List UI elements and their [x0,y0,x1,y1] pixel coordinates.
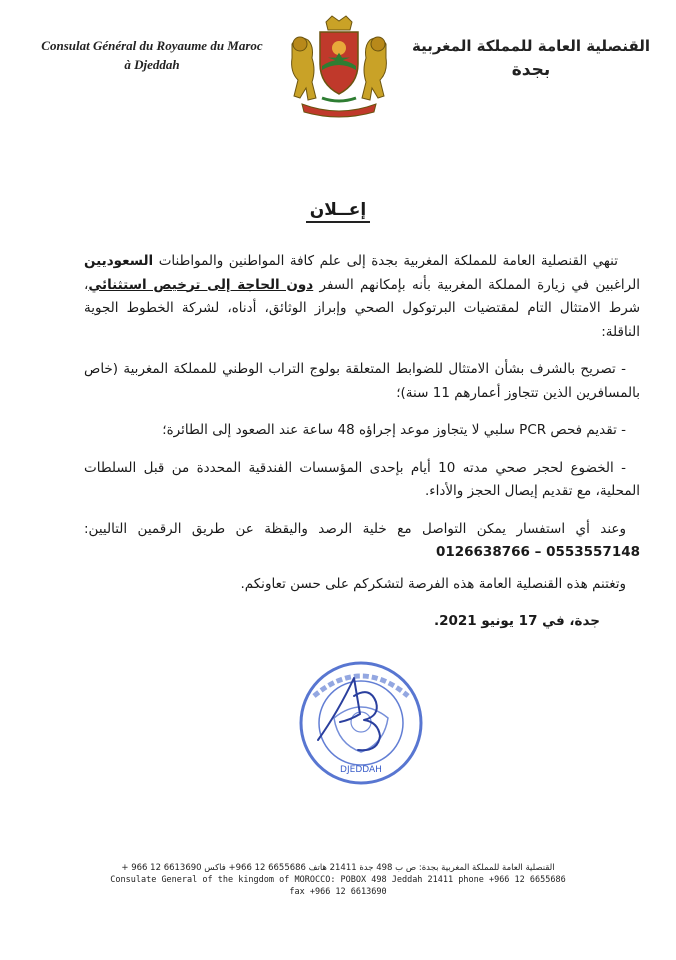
header-arabic-line2: بجدة [511,60,551,80]
intro-text-1: تنهي القنصلية العامة للمملكة المغربية بجدة إلى علم كافة المواطنين والمواطنات [153,253,618,269]
footer-contact [60,862,616,898]
header-arabic-line1: القنصلية العامة للمملكة المغربية [411,37,651,55]
consulate-stamp-with-signature [294,656,428,790]
header-french [22,36,282,74]
intro-text-3: ، شرط الامتثال التام لمقتضيات البرتوكول الصحي وإبراز الوثائق، أدناه، لشركة الخطوط الجوية الناقلة: [84,276,640,340]
requirement-item-1: - تصريح بالشرف بشأن الامتثال للضوابط المتعلقة بولوج التراب الوطني للمملكة المغربية (خاص بالمسافرين الذين تتجاوز أعمارهم 11 سنة)؛ [84,361,640,401]
intro-underlined-no-exceptional-permit: دون الحاجة إلى ترخيص استثنائي [88,276,314,293]
announcement-title-text: إعــلان [306,200,370,223]
announcement-body [84,250,640,634]
intro-paragraph [84,250,640,344]
footer-fax-line: fax +966 12 6613690 [289,887,387,897]
footer-english-line: Consulate General of the kingdom of MOROCCO: POBOX 498 Jeddah 21411 phone +966 12 6655686 [110,875,566,885]
contact-paragraph [84,518,640,565]
footer-arabic-line: القنصلية العامة للمملكة المغربية بجدة: ص ب 498 جدة 21411 هاتف 6655686 12 966+ فاكس 6613690 12 966 + [121,863,555,873]
header-arabic [406,34,656,82]
stamp-city-label: DJEDDAH [340,765,382,775]
requirement-item-3: - الخضوع لحجر صحي مدته 10 أيام بإحدى المؤسسات الفندقية المحددة من قبل السلطات المحلية، مع تقديم إيصال الحجز والأداء. [84,459,640,499]
announcement-title [0,200,676,220]
contact-text: وعند أي استفسار يمكن التواصل مع خلية الرصد واليقظة عن طريق الرقمين التاليين: [84,520,626,537]
date-line: جدة، في 17 يونيو 2021. [433,613,600,629]
closing-paragraph: وتغتنم هذه القنصلية العامة هذه الفرصة لتشكركم على حسن تعاونكم. [240,575,626,592]
moroccan-coat-of-arms-emblem [282,14,396,120]
intro-text-2: الراغبين في زيارة المملكة المغربية بأنه بإمكانهم السفر [313,276,640,293]
header-french-line2: à Djeddah [124,57,180,72]
intro-bold-saudis: السعوديين [84,253,154,269]
contact-phone-numbers: 0553557148 – 0126638766 [435,544,640,560]
requirement-item-2: - تقديم فحص PCR سلبي لا يتجاوز موعد إجراؤه 48 ساعة عند الصعود إلى الطائرة؛ [162,422,626,438]
header-french-line1: Consulat Général du Royaume du Maroc [41,38,263,53]
